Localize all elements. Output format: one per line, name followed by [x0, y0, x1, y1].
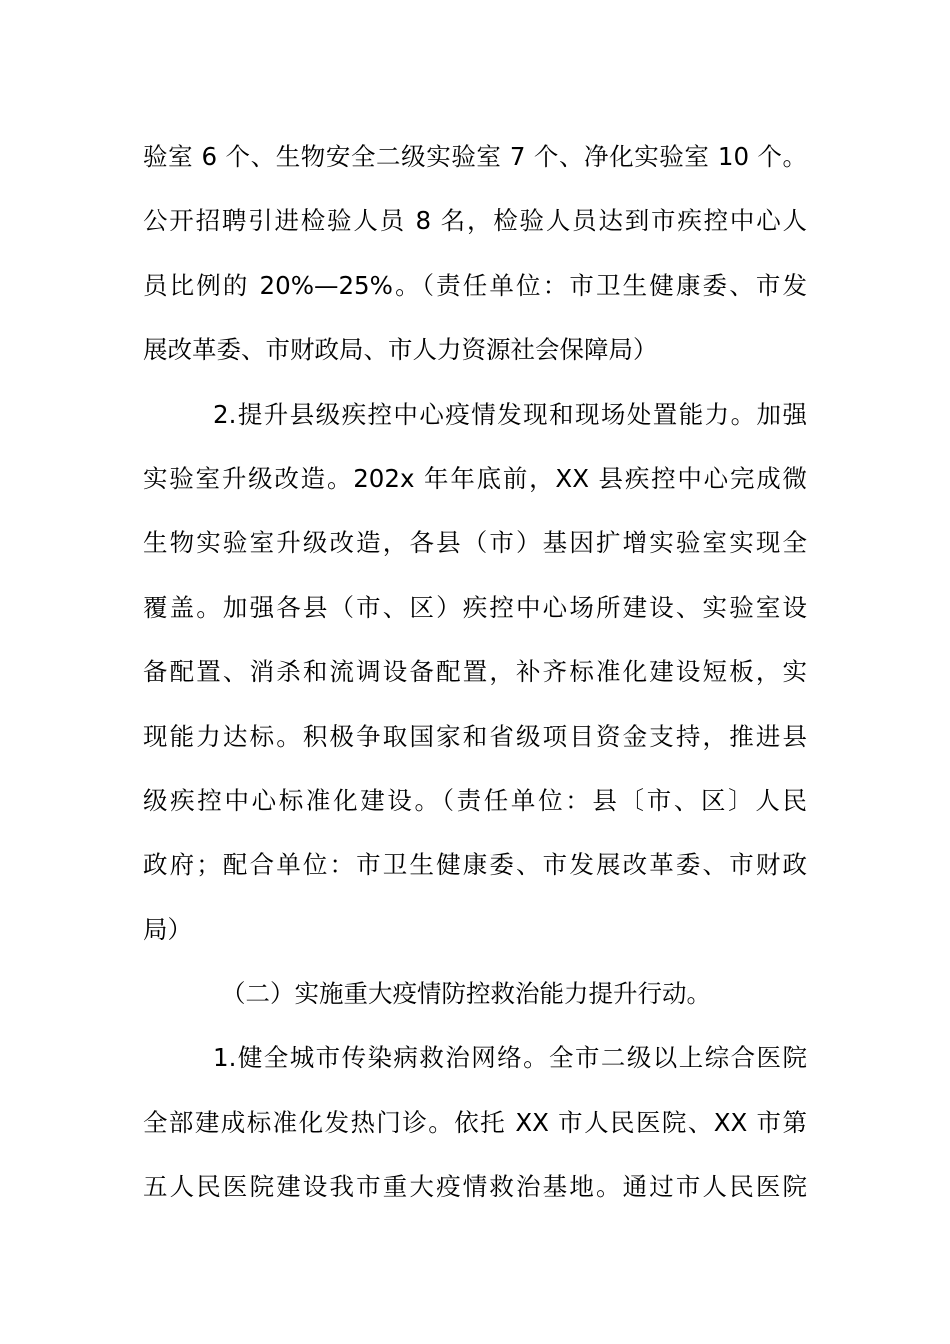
- text-line: 现能力达标。积极争取国家和省级项目资金支持，推进县: [143, 721, 807, 751]
- text-line: 局）: [143, 914, 192, 944]
- paragraph-start-line: 1.健全城市传染病救治网络。全市二级以上综合医院: [213, 1043, 807, 1073]
- text-line: 级疾控中心标准化建设。（责任单位：县〔市、区〕人民: [143, 785, 807, 815]
- text-line: 公开招聘引进检验人员 8 名，检验人员达到市疾控中心人: [143, 206, 807, 236]
- text-line: 实验室升级改造。202x 年年底前，XX 县疾控中心完成微: [143, 463, 807, 493]
- text-line: 生物实验室升级改造，各县（市）基因扩增实验室实现全: [143, 528, 807, 558]
- section-heading: （二）实施重大疫情防控救治能力提升行动。: [221, 979, 711, 1009]
- text-line: 政府；配合单位：市卫生健康委、市发展改革委、市财政: [143, 850, 807, 880]
- text-line: 全部建成标准化发热门诊。依托 XX 市人民医院、XX 市第: [143, 1107, 807, 1137]
- text-line: 备配置、消杀和流调设备配置，补齐标准化建设短板，实: [143, 657, 807, 687]
- document-body: [143, 125, 807, 1220]
- text-line: 验室 6 个、生物安全二级实验室 7 个、净化实验室 10 个。: [143, 142, 807, 171]
- text-line: 五人民医院建设我市重大疫情救治基地。通过市人民医院: [143, 1172, 807, 1202]
- text-line: 展改革委、市财政局、市人力资源社会保障局）: [143, 335, 658, 365]
- text-line: 覆盖。加强各县（市、区）疾控中心场所建设、实验室设: [143, 592, 807, 622]
- text-line: 员比例的 20%—25%。（责任单位：市卫生健康委、市发: [143, 270, 807, 300]
- paragraph-start-line: 2.提升县级疾控中心疫情发现和现场处置能力。加强: [213, 399, 807, 429]
